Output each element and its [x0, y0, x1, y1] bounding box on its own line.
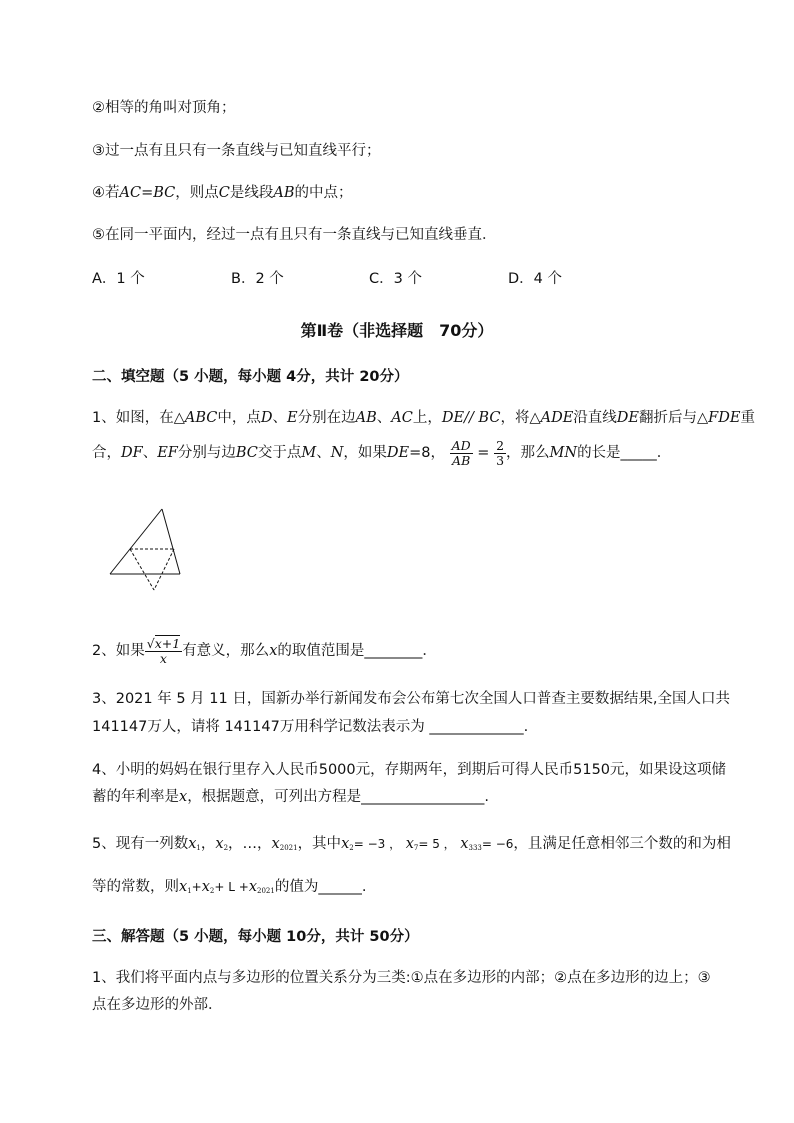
math: x: [460, 836, 469, 852]
text: ，: [200, 836, 216, 852]
text: 上，: [412, 410, 442, 426]
option-b: B．2 个: [231, 271, 284, 287]
text: 分别在边: [297, 410, 356, 426]
text: 5、现有一列数: [92, 836, 189, 852]
text: =8，: [409, 445, 446, 461]
text: 、: [272, 410, 288, 426]
s3-q1-line1: 1、我们将平面内点与多边形的位置关系分为三类:①点在多边形的内部；②点在多边形的边上；③: [92, 970, 711, 986]
math: x: [271, 836, 280, 852]
fraction-2-3: [494, 439, 506, 468]
text: 的长是_____．: [577, 445, 672, 461]
text: ，如果: [343, 445, 387, 461]
math: N: [330, 445, 344, 461]
s3-q1-line2: 点在多边形的外部．: [92, 997, 223, 1013]
part-title: 第Ⅱ卷（非选择题 70分）: [300, 321, 494, 340]
subscript: 2: [209, 887, 215, 895]
q2-line: [92, 634, 437, 668]
math: x: [201, 879, 210, 895]
math: BC: [235, 445, 258, 461]
text: 合，: [92, 445, 121, 461]
q5-line1: [92, 834, 731, 858]
math: x: [179, 789, 188, 805]
text: ，将△: [500, 410, 541, 426]
subscript: 2021: [257, 887, 275, 895]
math: = −3 ，: [353, 837, 402, 851]
side-ac: [162, 509, 180, 574]
q4-line2: [92, 787, 489, 807]
radicand: x+1: [154, 635, 181, 651]
numerator: 2: [496, 437, 505, 453]
math: M: [301, 445, 317, 461]
section-3-heading: 三、解答题（5 小题，每小题 10分，共计 50分）: [92, 929, 419, 945]
numerator: [145, 637, 182, 652]
math: AC=BC: [119, 185, 176, 201]
q1-line1: [92, 408, 755, 428]
option-a: A．1 个: [92, 271, 145, 287]
math: ABC: [184, 410, 218, 426]
option-c: C．3 个: [369, 271, 422, 287]
q5-line2: [92, 877, 366, 901]
math: DF: [121, 445, 143, 461]
text: 分别与边: [177, 445, 236, 461]
math: x: [405, 836, 414, 852]
math: MN: [549, 445, 578, 461]
side-ab: [110, 509, 162, 574]
math: E: [287, 410, 298, 426]
math: AB: [273, 185, 295, 201]
subscript: 2: [223, 844, 229, 852]
text: 有意义，那么: [182, 643, 270, 659]
text: ④若: [92, 185, 120, 201]
statement-5: ⑤在同一平面内，经过一点有且只有一条直线与已知直线垂直．: [92, 227, 497, 243]
math: C: [218, 185, 230, 201]
text: 1、如图，在△: [92, 410, 185, 426]
option-d: D．4 个: [508, 271, 562, 287]
subscript: 2: [349, 844, 354, 852]
text: 翻折后与△: [639, 410, 709, 426]
sqrt-icon: √: [146, 635, 155, 651]
subscript: 7: [413, 844, 419, 852]
text: 交于点: [257, 445, 302, 461]
q3-line1: 3、2021 年 5 月 11 日，国新办举行新闻发布会公布第七次全国人口普查主要数据结果,全国人口共: [92, 691, 730, 707]
text: 等的常数，则: [92, 879, 179, 895]
math: DE: [616, 410, 640, 426]
math: x: [248, 879, 257, 895]
equals: =: [477, 445, 490, 461]
text: 沿直线: [573, 410, 617, 426]
text: ，其中: [297, 836, 342, 852]
text: 、: [316, 445, 331, 461]
denominator: 3: [496, 452, 505, 468]
statement-4: [92, 183, 352, 203]
math: = −6: [481, 837, 514, 851]
segment-ef: [154, 549, 174, 590]
math: AB: [355, 410, 377, 426]
math: ADE: [540, 410, 574, 426]
fraction-sqrt: [145, 637, 182, 666]
text: 中，点: [217, 410, 261, 426]
segment-df: [130, 549, 154, 590]
subscript: 2021: [279, 844, 298, 852]
text: ，且满足任意相邻三个数的和为相: [513, 836, 731, 852]
text: 的取值范围是________．: [277, 643, 437, 659]
math: DE// BC: [441, 410, 501, 426]
denominator: AB: [452, 452, 471, 468]
subscript: 1: [187, 887, 192, 895]
text: 、: [142, 445, 158, 461]
q3-line2: 141147万人，请将 141147万用科学记数法表示为 _____________.: [92, 719, 529, 735]
text: 重: [740, 410, 755, 426]
statement-3: ③过一点有且只有一条直线与已知直线平行；: [92, 143, 381, 159]
math: x: [269, 643, 278, 659]
text: ，根据题意，可列出方程是_________________.: [187, 789, 490, 805]
q4-line1: 4、小明的妈妈在银行里存入人民币5000元，存期两年，到期后可得人民币5150元，如果设这项储: [92, 762, 727, 778]
text: 是线段: [229, 185, 274, 201]
fraction-ad-ab: [450, 439, 473, 468]
text: ，…，: [228, 836, 272, 852]
section-2-heading: 二、填空题（5 小题，每小题 4分，共计 20分）: [92, 369, 409, 385]
subscript: 1: [196, 844, 201, 852]
text: ，那么: [506, 445, 550, 461]
q1-line2: [92, 436, 671, 470]
math: +: [191, 880, 202, 894]
text: ，则点: [175, 185, 219, 201]
text: 的值为______.: [274, 879, 367, 895]
numerator: AD: [451, 437, 471, 453]
text: 的中点；: [294, 185, 353, 201]
math: EF: [157, 445, 178, 461]
math: x: [341, 836, 350, 852]
math: + L +: [214, 880, 249, 894]
math: AC: [391, 410, 413, 426]
math: x: [179, 879, 188, 895]
text: 2、如果: [92, 643, 145, 659]
math: x: [188, 836, 197, 852]
statement-2: ②相等的角叫对顶角；: [92, 100, 236, 116]
denominator: x: [159, 650, 167, 666]
math: = 5 ，: [418, 837, 456, 851]
text: 蓄的年利率是: [92, 789, 179, 805]
math: DE: [386, 445, 410, 461]
subscript: 333: [468, 844, 482, 852]
math: FDE: [708, 410, 741, 426]
math: x: [215, 836, 224, 852]
math: D: [260, 410, 273, 426]
triangle-figure: [88, 495, 208, 610]
text: 、: [376, 410, 392, 426]
